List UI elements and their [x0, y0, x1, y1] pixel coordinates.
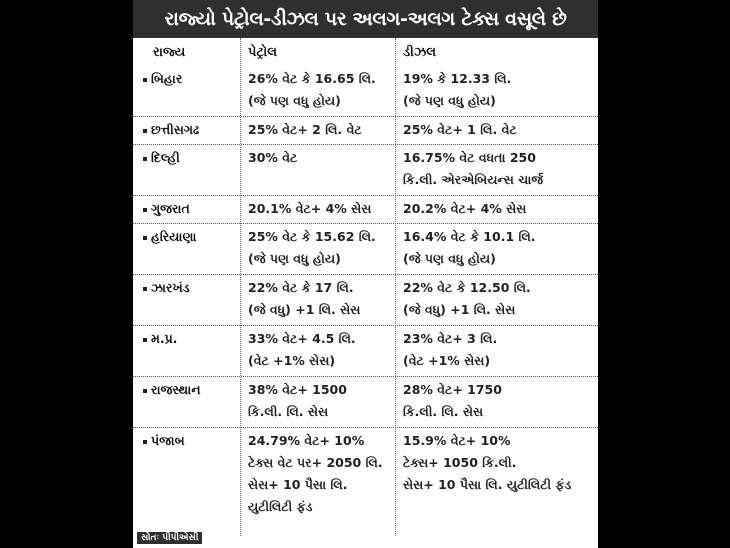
petrol-tax-cell	[240, 328, 395, 376]
table-row	[133, 196, 598, 224]
petrol-tax-line: ટેક્સ વેટ પર+ 2050 લિ.	[248, 455, 383, 470]
diesel-tax-cell	[395, 430, 598, 507]
diesel-tax-cell	[395, 328, 598, 376]
state-name: હરિયાણા	[133, 226, 240, 274]
state-name: પંજાબ	[133, 430, 240, 507]
state-name: દિલ્હી	[133, 147, 240, 195]
diesel-tax-line: (વેટ +1% સેસ)	[403, 353, 491, 368]
diesel-tax-line: 15.9% વેટ+ 10%	[403, 433, 511, 448]
petrol-tax-line: (વેટ +1% સેસ)	[248, 353, 336, 368]
header-state: રાજ્ય	[153, 45, 186, 60]
diesel-tax-cell	[395, 277, 598, 325]
petrol-tax-line: 25% વેટ કે 15.62 લિ.	[248, 229, 376, 244]
petrol-tax-line: 25% વેટ+ 2 લિ. વેટ	[248, 122, 362, 137]
petrol-tax-line: 33% વેટ+ 4.5 લિ.	[248, 331, 356, 346]
diesel-tax-line: 20.2% વેટ+ 4% સેસ	[403, 201, 527, 216]
diesel-tax-line: 28% વેટ+ 1750	[403, 382, 502, 397]
petrol-tax-line: (જે પણ વધુ હોય)	[248, 251, 341, 266]
diesel-tax-cell	[395, 119, 598, 144]
table-row	[133, 66, 598, 117]
petrol-tax-line: 38% વેટ+ 1500	[248, 382, 347, 397]
petrol-tax-cell	[240, 68, 395, 116]
state-name: રાજસ્થાન	[133, 379, 240, 427]
diesel-tax-cell	[395, 198, 598, 223]
diesel-tax-cell	[395, 226, 598, 274]
source-label: સોતઃ પીપીએસી	[137, 532, 202, 544]
petrol-tax-line: 22% વેટ કે 17 લિ.	[248, 280, 354, 295]
state-name: બિહાર	[133, 68, 240, 116]
table-row	[133, 275, 598, 326]
petrol-tax-line: સેસ+ 10 પૈસા લિ. યુટીલિટી ફંડ	[248, 477, 348, 514]
header-petrol: પેટ્રોલ	[248, 45, 278, 60]
petrol-tax-line: 24.79% વેટ+ 10%	[248, 433, 365, 448]
diesel-tax-line: (જે પણ વધુ હોય)	[403, 93, 496, 108]
table-header	[133, 38, 598, 66]
petrol-tax-line: 30% વેટ	[248, 150, 298, 165]
petrol-tax-line: 20.1% વેટ+ 4% સેસ	[248, 201, 372, 216]
diesel-tax-line: કિ.લી. એરએબિયન્સ ચાર્જ	[403, 172, 544, 187]
petrol-tax-cell	[240, 379, 395, 427]
state-name: છત્તીસગઢ	[133, 119, 240, 144]
diesel-tax-cell	[395, 379, 598, 427]
petrol-tax-line: (જે વધુ) +1 લિ. સેસ	[248, 302, 361, 317]
petrol-tax-line: (જે પણ વધુ હોય)	[248, 93, 341, 108]
state-name: ઝારખંડ	[133, 277, 240, 325]
diesel-tax-line: કિ.લી. લિ. સેસ	[403, 404, 484, 419]
tax-table-panel	[133, 0, 598, 548]
page-title: રાજ્યો પેટ્રોલ-ડીઝલ પર અલગ-અલગ ટેક્સ વસૂલે છે	[133, 0, 598, 38]
diesel-tax-line: (જે વધુ) +1 લિ. સેસ	[403, 302, 516, 317]
header-diesel: ડીઝલ	[403, 45, 437, 60]
diesel-tax-line: 16.4% વેટ કે 10.1 લિ.	[403, 229, 536, 244]
table-row	[133, 117, 598, 145]
diesel-tax-line: 23% વેટ+ 3 લિ.	[403, 331, 498, 346]
table-row	[133, 326, 598, 377]
diesel-tax-line: 16.75% વેટ વધતા 250	[403, 150, 536, 165]
table-row	[133, 377, 598, 428]
table-row	[133, 145, 598, 196]
diesel-tax-line: 22% વેટ કે 12.50 લિ.	[403, 280, 531, 295]
diesel-tax-line: 25% વેટ+ 1 લિ. વેટ	[403, 122, 517, 137]
diesel-tax-line: સેસ+ 10 પૈસા લિ. યુટીલિટી ફંડ	[403, 477, 572, 492]
petrol-tax-cell	[240, 198, 395, 223]
petrol-tax-line: 26% વેટ કે 16.65 લિ.	[248, 71, 376, 86]
table-body	[133, 66, 598, 514]
table-row	[133, 224, 598, 275]
petrol-tax-cell	[240, 226, 395, 274]
diesel-tax-line: 19% કે 12.33 લિ.	[403, 71, 512, 86]
petrol-tax-cell	[240, 119, 395, 144]
petrol-tax-cell	[240, 277, 395, 325]
state-name: મ.પ્ર.	[133, 328, 240, 376]
state-name: ગુજરાત	[133, 198, 240, 223]
diesel-tax-cell	[395, 68, 598, 116]
diesel-tax-line: (જે પણ વધુ હોય)	[403, 251, 496, 266]
petrol-tax-line: કિ.લી. લિ. સેસ	[248, 404, 329, 419]
diesel-tax-line: ટેક્સ+ 1050 કિ.લી.	[403, 455, 517, 470]
table-row	[133, 428, 598, 514]
petrol-tax-cell	[240, 147, 395, 195]
diesel-tax-cell	[395, 147, 598, 195]
petrol-tax-cell	[240, 430, 395, 514]
